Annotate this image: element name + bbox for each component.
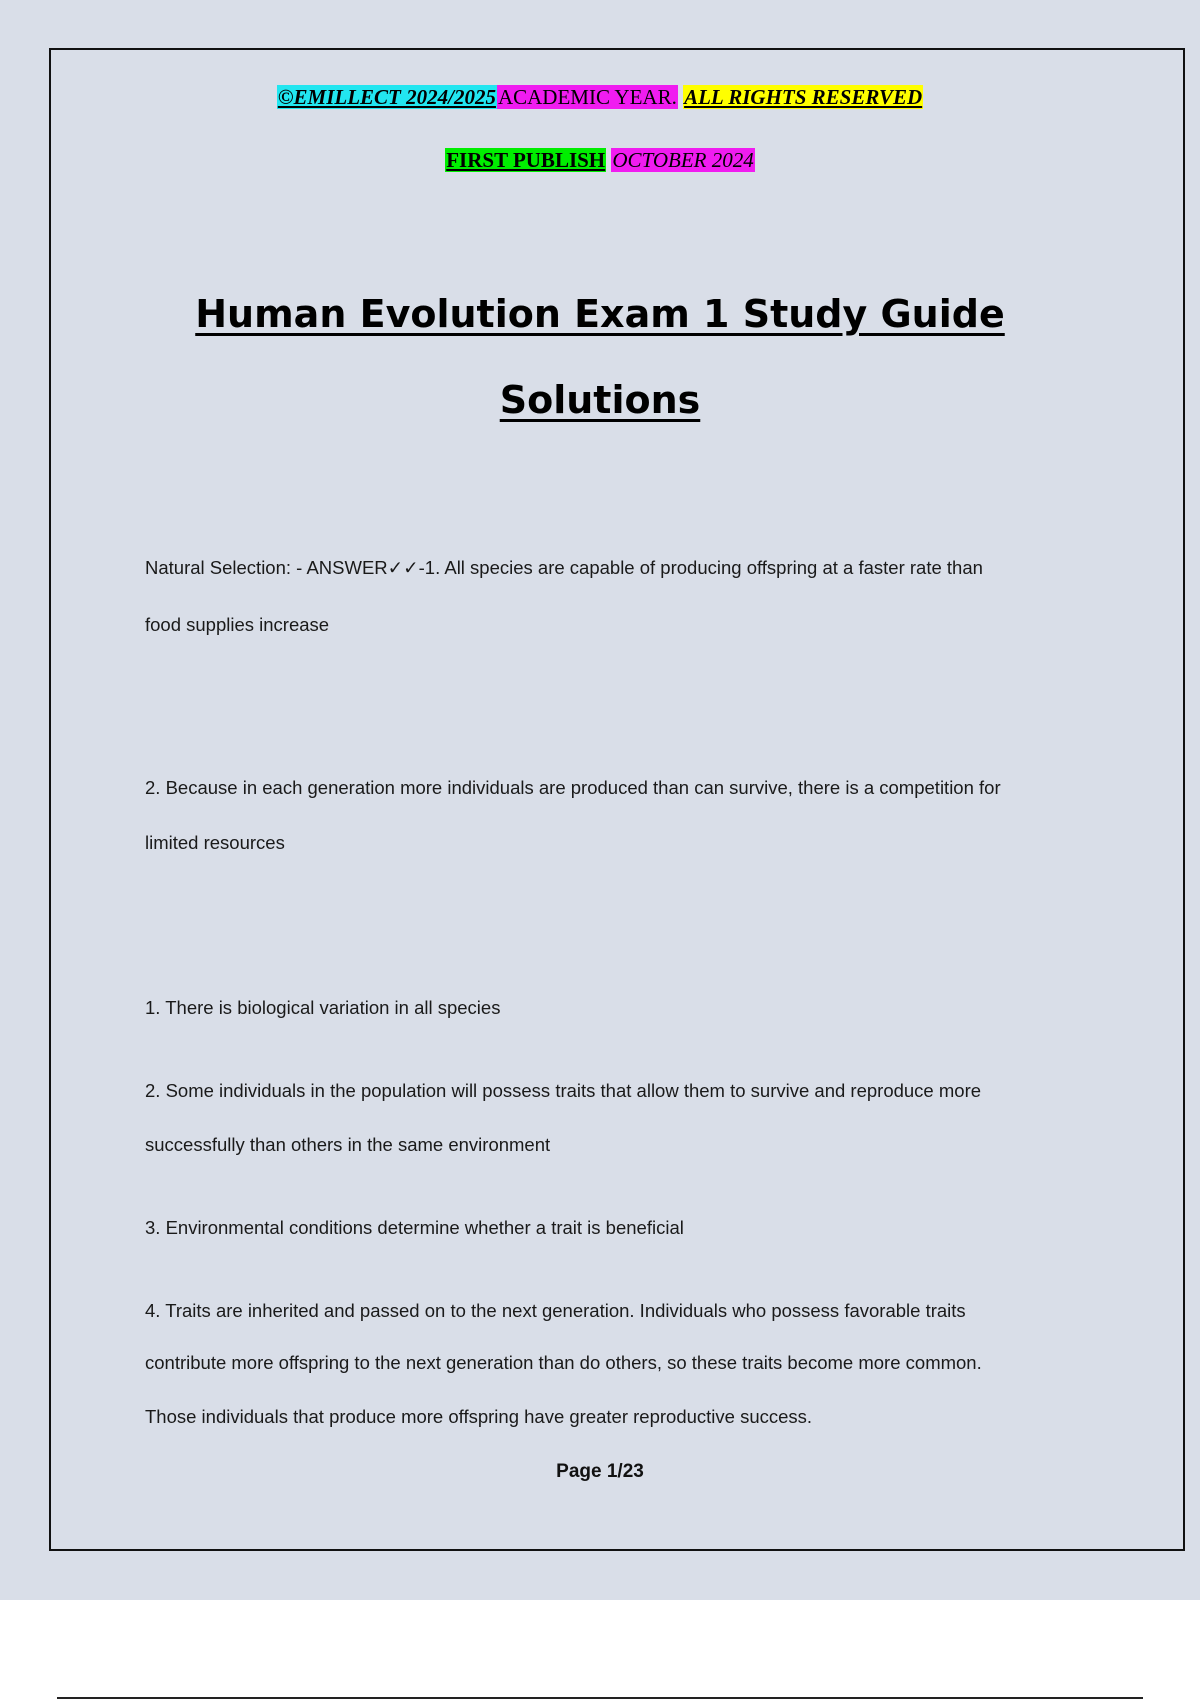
publish-date-text: OCTOBER 2024: [612, 148, 754, 172]
publish-header: [0, 147, 1200, 173]
body-line: contribute more offspring to the next generation than do others, so these traits become more common.: [145, 1352, 982, 1373]
academic-year-text: ACADEMIC YEAR.: [497, 85, 677, 109]
copyright-header: [0, 84, 1200, 110]
document-title-line1: Human Evolution Exam 1 Study Guide: [195, 292, 1005, 336]
body-line: 3. Environmental conditions determine whether a trait is beneficial: [145, 1217, 684, 1238]
bottom-divider: [57, 1697, 1143, 1699]
first-publish-text: FIRST PUBLISH: [446, 148, 606, 172]
body-line: limited resources: [145, 832, 285, 853]
body-line: successfully than others in the same environment: [145, 1134, 551, 1155]
body-line: 1. There is biological variation in all species: [145, 997, 501, 1018]
page-number: Page 1/23: [556, 1461, 644, 1482]
document-title-line2: Solutions: [499, 378, 701, 422]
body-line: Those individuals that produce more offspring have greater reproductive success.: [145, 1406, 813, 1427]
body-line: 4. Traits are inherited and passed on to the next generation. Individuals who possess favorable traits: [145, 1300, 966, 1321]
body-line: food supplies increase: [145, 614, 330, 635]
body-line: 2. Some individuals in the population will possess traits that allow them to survive and reproduce more: [145, 1080, 982, 1101]
page-border: [49, 48, 1185, 1551]
rights-text: ALL RIGHTS RESERVED: [684, 85, 923, 109]
body-line: Natural Selection: - ANSWER✓✓-1. All species are capable of producing offspring at a faster rate than: [145, 557, 983, 578]
copyright-text: ©EMILLECT 2024/2025: [277, 85, 496, 109]
body-line: 2. Because in each generation more individuals are produced than can survive, there is a competition for: [145, 777, 1001, 798]
